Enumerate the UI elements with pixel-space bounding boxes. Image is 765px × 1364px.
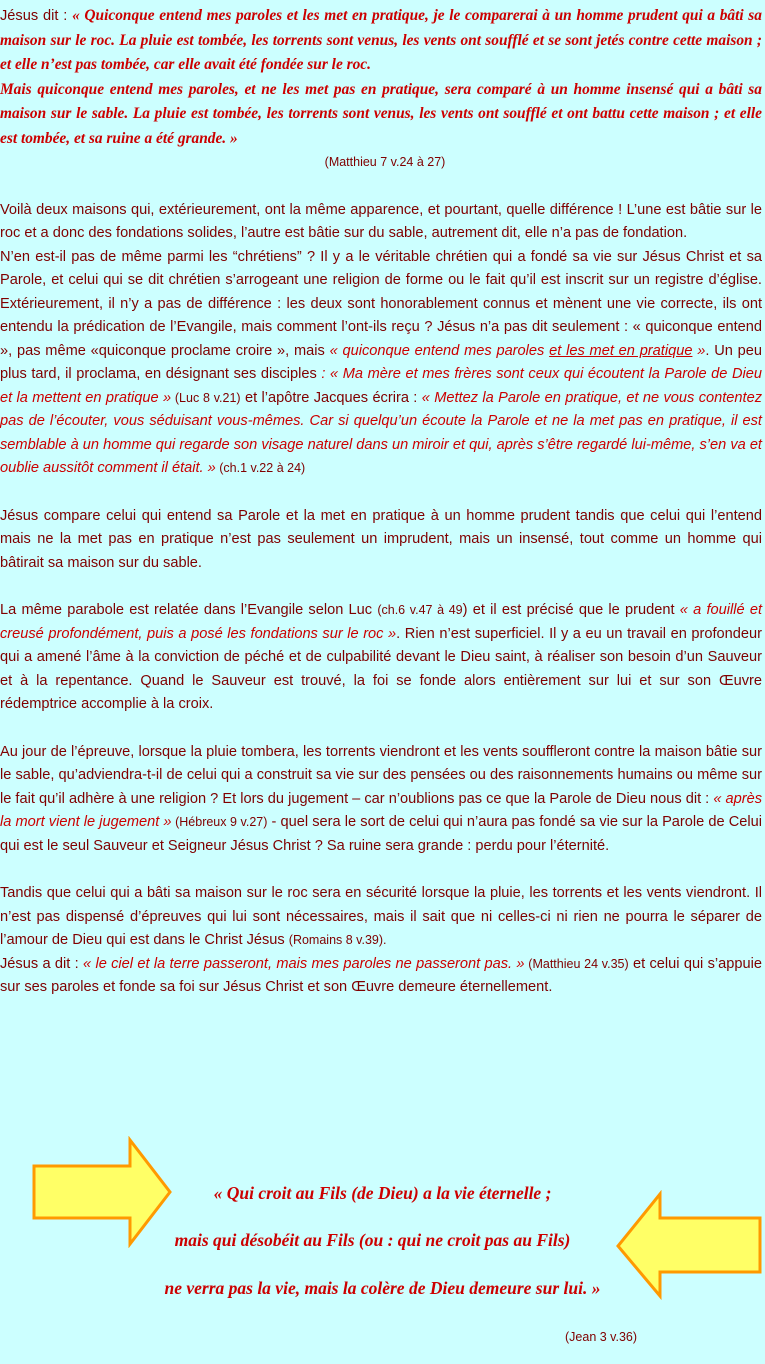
- ref-luke-6: (ch.6 v.47 à 49: [377, 603, 463, 617]
- opening-speaker: Jésus dit :: [0, 8, 73, 24]
- opening-quote: [0, 4, 762, 78]
- ref-hebrews: (Hébreux 9 v.27): [171, 815, 268, 829]
- quote-james: « Mettez la Parole en pratique, et ne vous contentez pas de l’écouter, vous séduisant vous-mêmes. Car si quelqu’un écoute la Parole et ne la met pas en pratique, il est semblable à un homme qui regarde son visage naturel dans un miroir et qui, après s’être regardé lui-même, s’en va et oublie aussitôt comment il était. »: [0, 389, 762, 476]
- final-quote-line1: « Qui croit au Fils (de Dieu) a la vie éternelle ;: [213, 1183, 552, 1203]
- quote-matthew-24: « le ciel et la terre passeront, mais mes paroles ne passeront pas. »: [83, 955, 525, 972]
- ref-luke: (Luc 8 v.21): [171, 390, 241, 405]
- paragraph-5b-text: Jésus a dit :: [0, 955, 84, 972]
- paragraph-5c-text: et celui qui s’appuie sur ses paroles et fonde sa foi sur Jésus Christ et son Œuvre demeure éternellement.: [0, 955, 762, 995]
- paragraph-3c-text: . Rien n’est superficiel. Il y a eu un travail en profondeur qui a amené l’âme à la conviction de péché et de culpabilité devant le Dieu saint, à réaliser son besoin d’un Sauveur et à la repentance. Quand le Sauveur est trouvé, la foi se fonde alors entièrement sur lui et sur son Œuvre rédemptrice accomplie à la croix.: [0, 625, 762, 712]
- paragraph-3: [0, 599, 762, 717]
- opening-reference: (Matthieu 7 v.24 à 27): [324, 155, 446, 169]
- paragraph-3a-text: La même parabole est relatée dans l’Evangile selon Luc: [0, 602, 378, 618]
- paragraph-4b-text: - quel sera le sort de celui qui n’aura pas fondé sa vie sur la Parole de Celui qui est le seul Sauveur et Seigneur Jésus Christ ? Sa ruine sera grande : perdu pour l’éternité.: [0, 814, 762, 854]
- final-quote-line2: mais qui désobéit au Fils (ou : qui ne croit pas au Fils): [174, 1230, 571, 1250]
- paragraph-1c-text: . Un peu plus tard, il proclama, en désignant ses disciples: [0, 342, 763, 382]
- paragraph-1d-text: et l’apôtre Jacques écrira :: [240, 389, 422, 406]
- paragraph-5b: [0, 953, 762, 1000]
- paragraph-2: Jésus compare celui qui entend sa Parole et la met en pratique à un homme prudent tandis que celui qui l’entend mais ne la met pas en pratique n’est pas seulement un imprudent, mais un insensé, tout comme un homme qui bâtirait sa maison sur du sable.: [0, 507, 762, 571]
- paragraph-4: [0, 741, 762, 859]
- final-quote-line3: ne verra pas la vie, mais la colère de Dieu demeure sur lui. »: [164, 1278, 601, 1298]
- quote-matthew-underlined: et les met en pratique: [549, 342, 693, 359]
- paragraph-1b-text: N’en est-il pas de même parmi les “chrétiens” ? Il y a le véritable chrétien qui a fondé sa vie sur Jésus Christ et sa Parole, et celui qui se dit chrétien s’arrogeant une religion de forme ou le fait qu’il est inscrit sur un registre d’église. Extérieurement, il n’y a pas de différence : les deux sont honorablement connus et mènent une vie correcte, ils ont entendu la prédication de l’Evangile, mais comment l’ont-ils reçu ? Jésus n’a pas dit seulement : « quiconque entend », pas même «quiconque proclame croire », mais: [0, 248, 762, 359]
- opening-quote-part2: Mais quiconque entend mes paroles, et ne les met pas en pratique, sera comparé à un homme insensé qui a bâti sa maison sur le sable. La pluie est tombée, les torrents sont venus, les vents ont soufflé et ont battu cette maison ; et elle est tombée, et sa ruine a été grande. »: [0, 80, 762, 147]
- paragraph-5a-text: Tandis que celui qui a bâti sa maison sur le roc sera en sécurité lorsque la pluie, les torrents et les vents viendront. Il n’est pas dispensé d’épreuves qui lui sont nécessaires, mais il sait que ni celles-ci ni rien ne pourra le séparer de l’amour de Dieu qui est dans le Christ Jésus: [0, 885, 762, 948]
- paragraph-1b: [0, 246, 762, 481]
- paragraph-4a-text: Au jour de l’épreuve, lorsque la pluie tombera, les torrents viendront et les vents souffleront contre la maison bâtie sur le sable, qu’adviendra-t-il de celui qui a construit sa vie sur des pensées ou des raisonnements humains ou même sur le fait qu’il adhère à une religion ? Et lors du jugement – car n’oublions pas ce que la Parole de Dieu nous dit :: [0, 743, 762, 807]
- final-reference: (Jean 3 v.36): [565, 1330, 638, 1344]
- ref-matthew-24: (Matthieu 24 v.35): [524, 956, 629, 971]
- ref-romans: (Romains 8 v.39).: [288, 933, 387, 947]
- opening-quote-second: [0, 78, 762, 152]
- quote-matthew-end: »: [692, 342, 706, 359]
- quote-hebrews: « après la mort vient le jugement »: [0, 790, 762, 830]
- paragraph-1a: Voilà deux maisons qui, extérieurement, ont la même apparence, et pourtant, quelle différence ! L’une est bâtie sur le roc et a donc des fondations solides, l’autre est bâtie sur du sable, autrement dit, elle n’a pas de fondation.: [0, 201, 762, 241]
- quote-luke: : « Ma mère et mes frères sont ceux qui écoutent la Parole de Dieu et la mettent en pratique »: [0, 366, 763, 406]
- article: [0, 4, 762, 1000]
- opening-quote-part1: « Quiconque entend mes paroles et les met en pratique, je le comparerai à un homme prudent qui a bâti sa maison sur le roc. La pluie est tombée, les torrents sont venus, les vents ont soufflé et se sont jetés contre cette maison ; et elle n’est pas tombée, car elle avait été fondée sur le roc.: [0, 7, 762, 73]
- paragraph-3b-text: ) et il est précisé que le prudent: [462, 602, 680, 618]
- ref-james: (ch.1 v.22 à 24): [215, 461, 306, 475]
- quote-luke-6: « a fouillé et creusé profondément, puis a posé les fondations sur le roc »: [0, 602, 763, 642]
- paragraph-5a: [0, 882, 762, 953]
- quote-matthew-a: « quiconque entend mes paroles: [329, 342, 550, 359]
